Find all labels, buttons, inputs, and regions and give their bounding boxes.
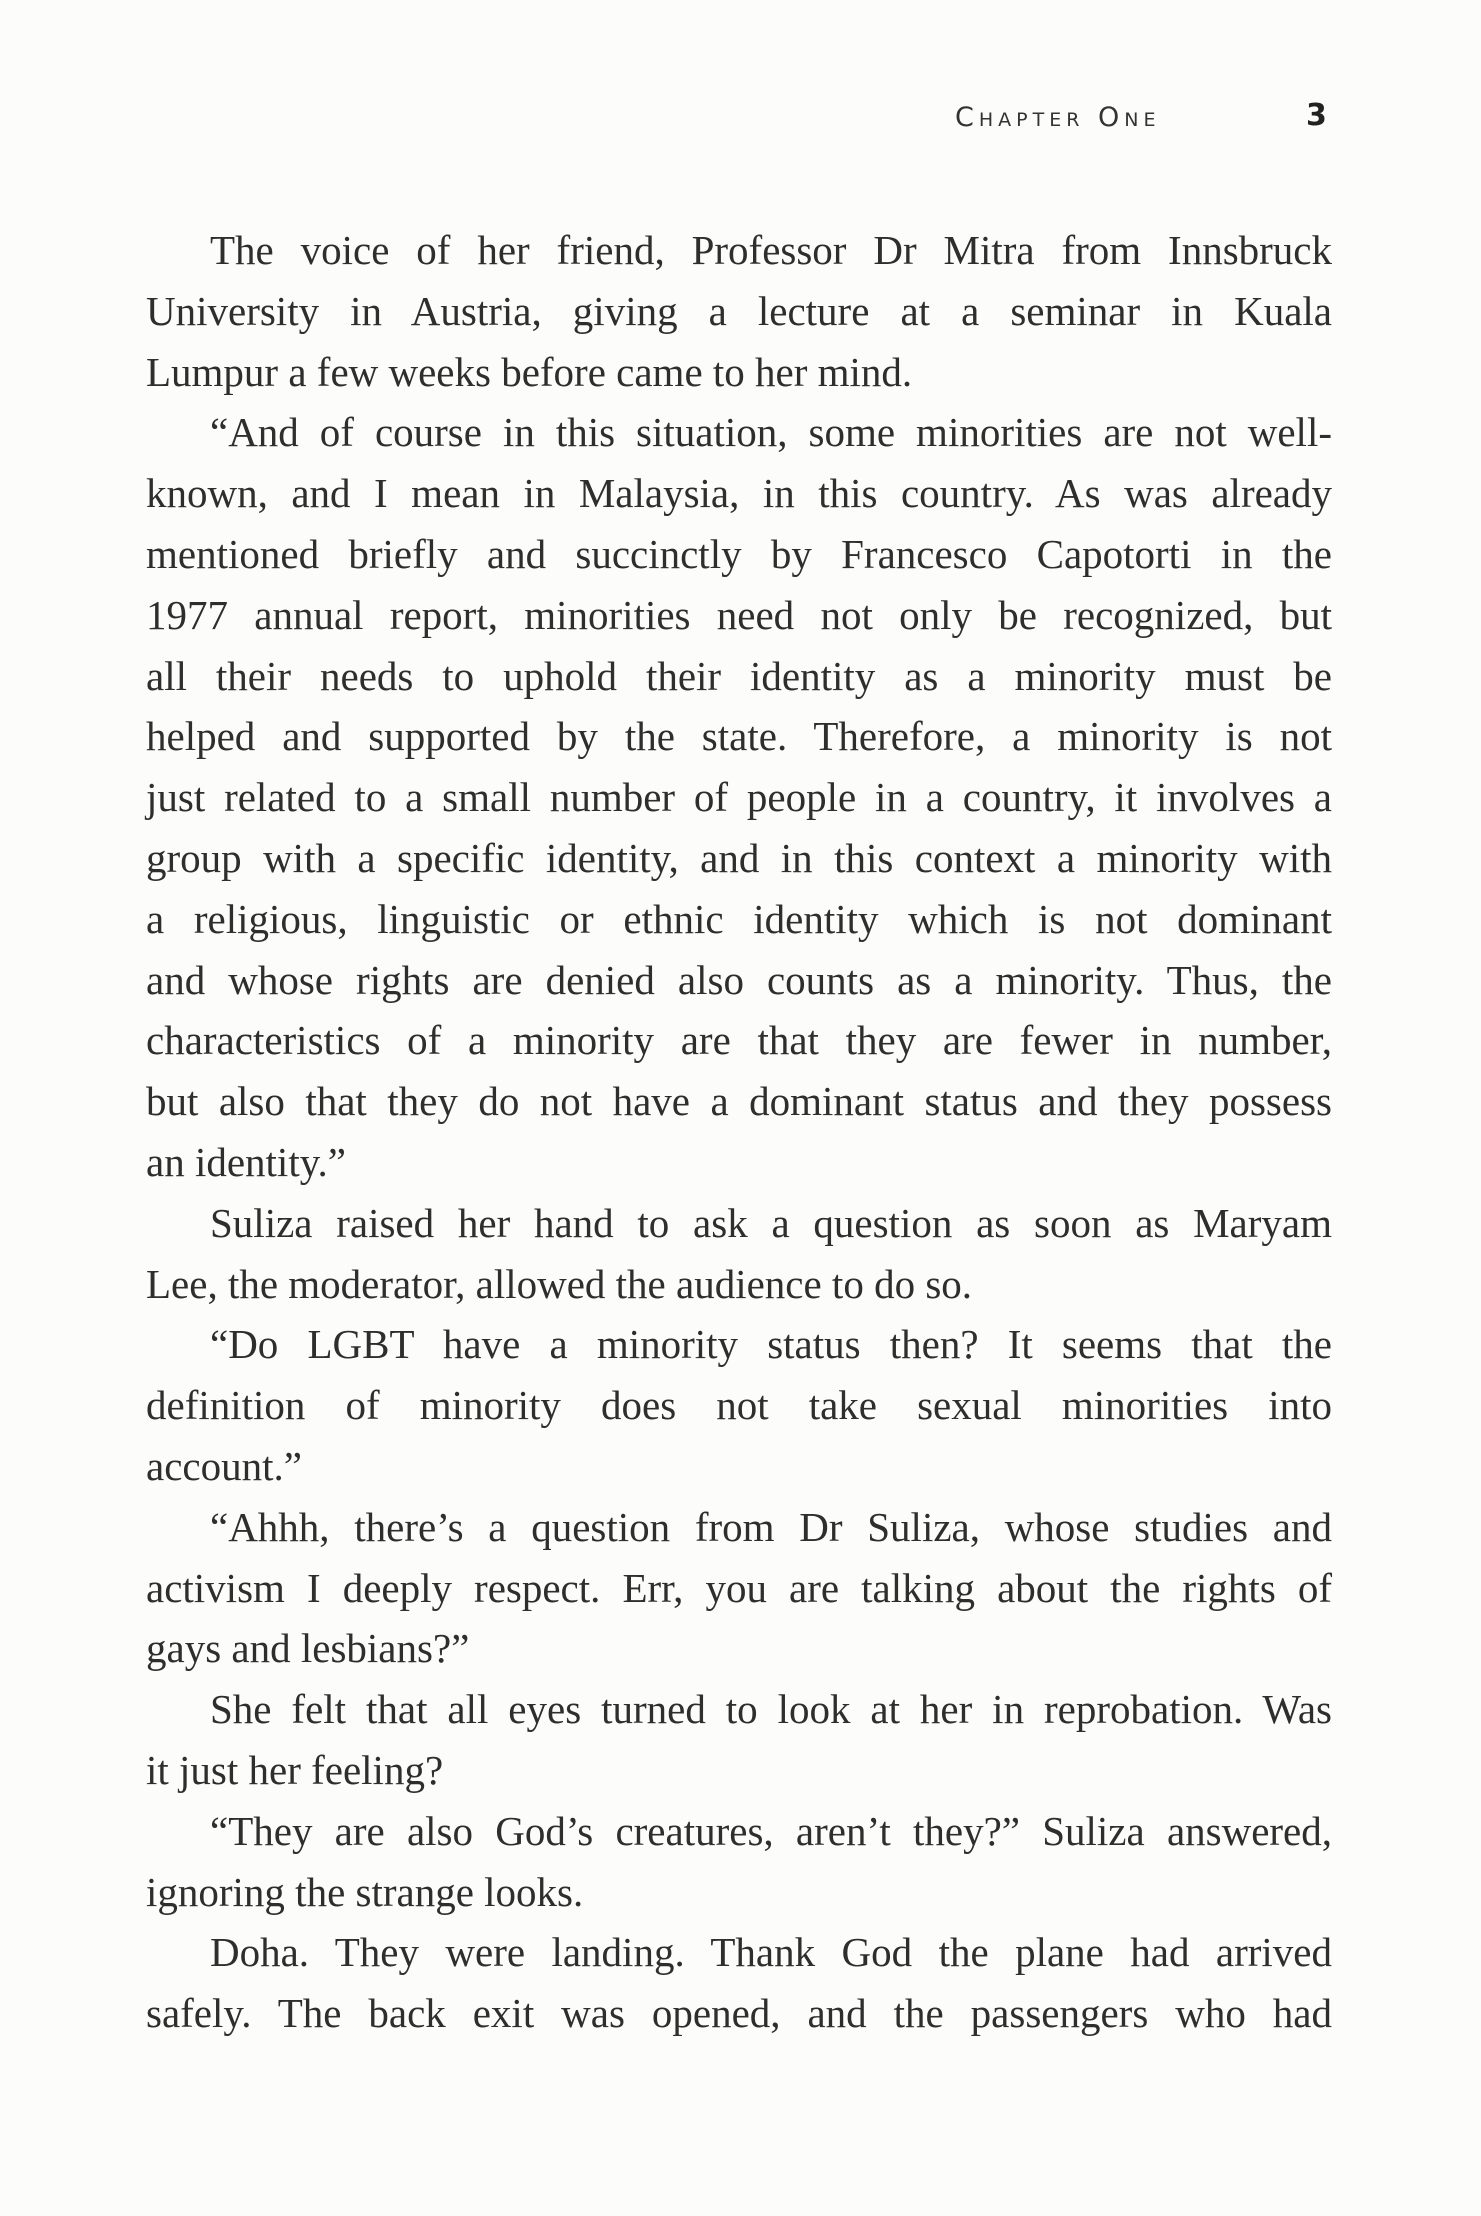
text-line: account.” (146, 1442, 302, 1489)
text-line: activism I deeply respect. Err, you are talking about the rights of (146, 1564, 1332, 1611)
body-text (146, 220, 1332, 2044)
text-line: characteristics of a minority are that they are fewer in number, (146, 1017, 1332, 1064)
page-header (0, 98, 1481, 148)
text-line: but also that they do not have a dominant status and they possess (146, 1078, 1332, 1125)
text-line: Doha. They were landing. Thank God the plane had arrived (210, 1929, 1332, 1976)
paragraph (146, 1193, 1332, 1315)
text-line: group with a specific identity, and in this context a minority with (146, 834, 1332, 881)
text-line: ignoring the strange looks. (146, 1868, 584, 1915)
paragraph (146, 1314, 1332, 1496)
text-line: definition of minority does not take sexual minorities into (146, 1382, 1332, 1429)
paragraph (146, 1801, 1332, 1923)
text-line: She felt that all eyes turned to look at her in reprobation. Was (210, 1686, 1332, 1733)
paragraph (146, 1679, 1332, 1801)
text-line: safely. The back exit was opened, and the passengers who had (146, 1990, 1332, 2037)
text-line: an identity.” (146, 1138, 346, 1185)
text-line: Suliza raised her hand to ask a question as soon as Maryam (210, 1199, 1332, 1246)
text-line: “Do LGBT have a minority status then? It seems that the (210, 1321, 1332, 1368)
page-number: 3 (1306, 98, 1327, 133)
paragraph (146, 1922, 1332, 2044)
text-line: helped and supported by the state. Therefore, a minority is not (146, 713, 1332, 760)
paragraph (146, 402, 1332, 1192)
text-line: all their needs to uphold their identity as a minority must be (146, 652, 1332, 699)
text-line: Lumpur a few weeks before came to her mind. (146, 348, 913, 395)
text-line: 1977 annual report, minorities need not only be recognized, but (146, 591, 1332, 638)
text-line: “They are also God’s creatures, aren’t they?” Suliza answered, (210, 1807, 1332, 1854)
text-line: gays and lesbians?” (146, 1625, 470, 1672)
text-line: University in Austria, giving a lecture at a seminar in Kuala (146, 287, 1332, 334)
text-line: known, and I mean in Malaysia, in this country. As was already (146, 470, 1332, 517)
text-line: The voice of her friend, Professor Dr Mitra from Innsbruck (210, 227, 1332, 273)
text-line: “Ahhh, there’s a question from Dr Suliza, whose studies and (210, 1503, 1332, 1550)
text-line: just related to a small number of people in a country, it involves a (146, 774, 1332, 821)
text-line: it just her feeling? (146, 1746, 444, 1793)
paragraph (146, 1497, 1332, 1679)
text-line: “And of course in this situation, some minorities are not well- (210, 409, 1332, 456)
paragraph (146, 220, 1332, 402)
running-head: Chapter One (955, 102, 1161, 133)
text-line: a religious, linguistic or ethnic identity which is not dominant (146, 895, 1332, 942)
text-line: and whose rights are denied also counts as a minority. Thus, the (146, 956, 1332, 1003)
text-line: mentioned briefly and succinctly by Francesco Capotorti in the (146, 530, 1332, 577)
text-line: Lee, the moderator, allowed the audience to do so. (146, 1260, 973, 1307)
